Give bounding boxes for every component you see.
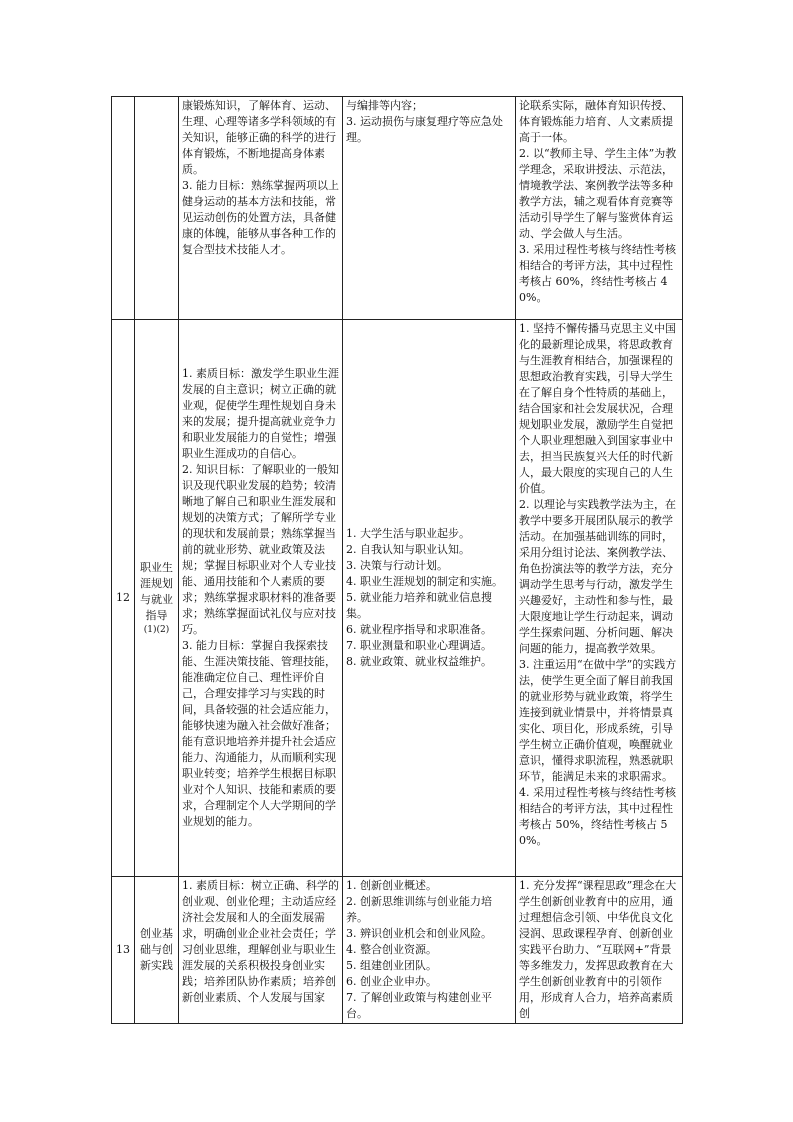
course-name: 创业基础与创新实践	[140, 927, 173, 972]
content-item: 3. 运动损伤与康复理疗等应急处理。	[346, 115, 503, 144]
requirements-cell	[516, 877, 683, 1024]
course-name-cell	[135, 877, 179, 1024]
content-item: 与编排等内容；	[346, 99, 423, 112]
requirement-text: 4. 采用过程性考核与终结性考核相结合的考评方法，其中过程性考核占 50%，终结性考核占 50%。	[519, 786, 676, 847]
requirements-cell	[516, 97, 683, 320]
course-name: 职业生涯规划与就业指导	[140, 561, 173, 622]
table-row	[112, 877, 683, 1024]
content-item: 7. 职业测量和职业心理调适。	[346, 639, 492, 652]
objectives-cell	[179, 877, 343, 1024]
requirement-text: 3. 注重运用“在做中学”的实践方法，使学生更全面了解目前我国的就业形势与就业政策，将学生连接到就业情景中，并将情景真实化、项目化，形成系统，引导学生树立正确价值观，唤醒就业意识，懂得求职流程，熟悉就职环节，能满足未来的求职需求。	[519, 658, 677, 783]
objective-text: 3. 能力目标：掌握自我探索技能、生涯决策技能、管理技能，能准确定位自己、理性评价自己，合理安排学习与实践的时间，具备较强的社会适应能力，能够快速为融入社会做好准备；能有意识地培养并提升社会适应能力、沟通能力，从而顺利实现职业转变；培养学生根据目标职业对个人知识、技能和素质的要求，合理制定个人大学期间的学业规划的能力。	[182, 639, 336, 828]
requirement-text: 1. 坚持不懈传播马克思主义中国化的最新理论成果，将思政教育与生涯教育相结合，加强课程的思想政治教育实践，引导大学生在了解自身个性特质的基础上，结合国家和社会发展状况，合理规划职业发展，激励学生自觉把个人职业理想融入到国家事业中去，担当民族复兴大任的时代新人，最大限度的实现自己的人生价值。	[519, 322, 676, 495]
content-item: 1. 创新创业概述。	[346, 879, 437, 892]
requirement-text: 3. 采用过程性考核与终结性考核相结合的考评方法，其中过程性考核占 60%，终结性考核占 40%。	[519, 243, 676, 304]
content-item: 2. 自我认知与职业认知。	[346, 543, 470, 556]
curriculum-table	[111, 96, 683, 1024]
content-item: 5. 就业能力培养和就业信息搜集。	[346, 591, 492, 620]
content-cell	[343, 320, 516, 877]
content-item: 6. 就业程序指导和求职准备。	[346, 623, 492, 636]
objectives-cell	[179, 320, 343, 877]
course-name-cell	[135, 97, 179, 320]
content-item: 4. 整合创业资源。	[346, 943, 437, 956]
content-cell	[343, 877, 516, 1024]
content-item: 1. 大学生活与职业起步。	[346, 527, 470, 540]
course-number-cell: 13	[112, 877, 135, 1024]
content-item: 7. 了解创业政策与构建创业平台。	[346, 991, 492, 1020]
content-item: 8. 就业政策、就业权益维护。	[346, 655, 492, 668]
requirement-text: 2. 以“教师主导、学生主体”为教学理念，采取讲授法、示范法，情境教学法、案例教学法等多种教学方法，辅之观看体育竞赛等活动引导学生了解与鉴赏体育运动、学会做人与生活。	[519, 147, 677, 240]
content-item: 3. 辨识创业机会和创业风险。	[346, 927, 492, 940]
table-row	[112, 97, 683, 320]
requirements-cell	[516, 320, 683, 877]
course-number-cell	[112, 97, 135, 320]
objectives-cell	[179, 97, 343, 320]
requirement-text: 1. 充分发挥“课程思政”理念在大学生创新创业教育中的应用，通过理想信念引领、中华优良文化浸润、思政课程孕育、创新创业实践平台助力、“互联网+”背景等多维发力，发挥思政教育在大学生创新创业教育中的引领作用，形成育人合力，培养高素质创	[519, 879, 677, 1020]
objective-text: 3. 能力目标：熟练掌握两项以上健身运动的基本方法和技能，常见运动创伤的处置方法，具备健康的体魄，能够从事各种工作的复合型技术技能人才。	[182, 179, 339, 256]
course-number-cell: 12	[112, 320, 135, 877]
requirement-text: 2. 以理论与实践教学法为主，在教学中要多开展团队展示的教学活动。在加强基础训练的同时，采用分组讨论法、案例教学法、角色扮演法等的教学方法，充分调动学生思考与行动，激发学生兴趣爱好，主动性和参与性，最大限度地让学生行动起来，调动学生探索问题、分析问题、解决问题的能力，提高教学效果。	[519, 498, 676, 655]
requirement-text: 论联系实际，融体育知识传授、体育锻炼能力培育、人文素质提高于一体。	[519, 99, 673, 144]
content-item: 3. 决策与行动计划。	[346, 559, 448, 572]
content-item: 6. 创业企业申办。	[346, 975, 437, 988]
objective-text: 1. 素质目标：激发学生职业生涯发展的自主意识；树立正确的就业观，促使学生理性规划自身未来的发展；提升提高就业竞争力和职业发展能力的自觉性；增强职业生涯成功的自信心。	[182, 367, 339, 460]
course-name-cell	[135, 320, 179, 877]
table-row	[112, 320, 683, 877]
content-item: 4. 职业生涯规划的制定和实施。	[346, 575, 503, 588]
objective-text: 2. 知识目标：了解职业的一般知识及现代职业发展的趋势；较清晰地了解自己和职业生涯发展和规划的决策方式；了解所学专业的现状和发展前景；熟练掌握当前的就业形势、就业政策及法规；掌握目标职业对个人专业技能、通用技能和个人素质的要求；熟练掌握求职材料的准备要求；熟练掌握面试礼仪与应对技巧。	[182, 463, 339, 636]
objective-text: 1. 素质目标：树立正确、科学的创业观、创业伦理；主动适应经济社会发展和人的全面发展需求，明确创业企业社会责任；学习创业思维，理解创业与职业生涯发展的关系积极投身创业实践；培养团队协作素质；培养创新创业素质、个人发展与国家	[182, 879, 339, 1004]
content-cell	[343, 97, 516, 320]
course-name-suffix: (1)(2)	[143, 625, 170, 635]
content-item: 5. 组建创业团队。	[346, 959, 437, 972]
content-item: 2. 创新思维训练与创业能力培养。	[346, 895, 492, 924]
objective-text: 康锻炼知识，了解体育、运动、生理、心理等诸多学科领域的有关知识，能够正确的科学的进行体育锻炼，不断地提高身体素质。	[182, 99, 336, 176]
